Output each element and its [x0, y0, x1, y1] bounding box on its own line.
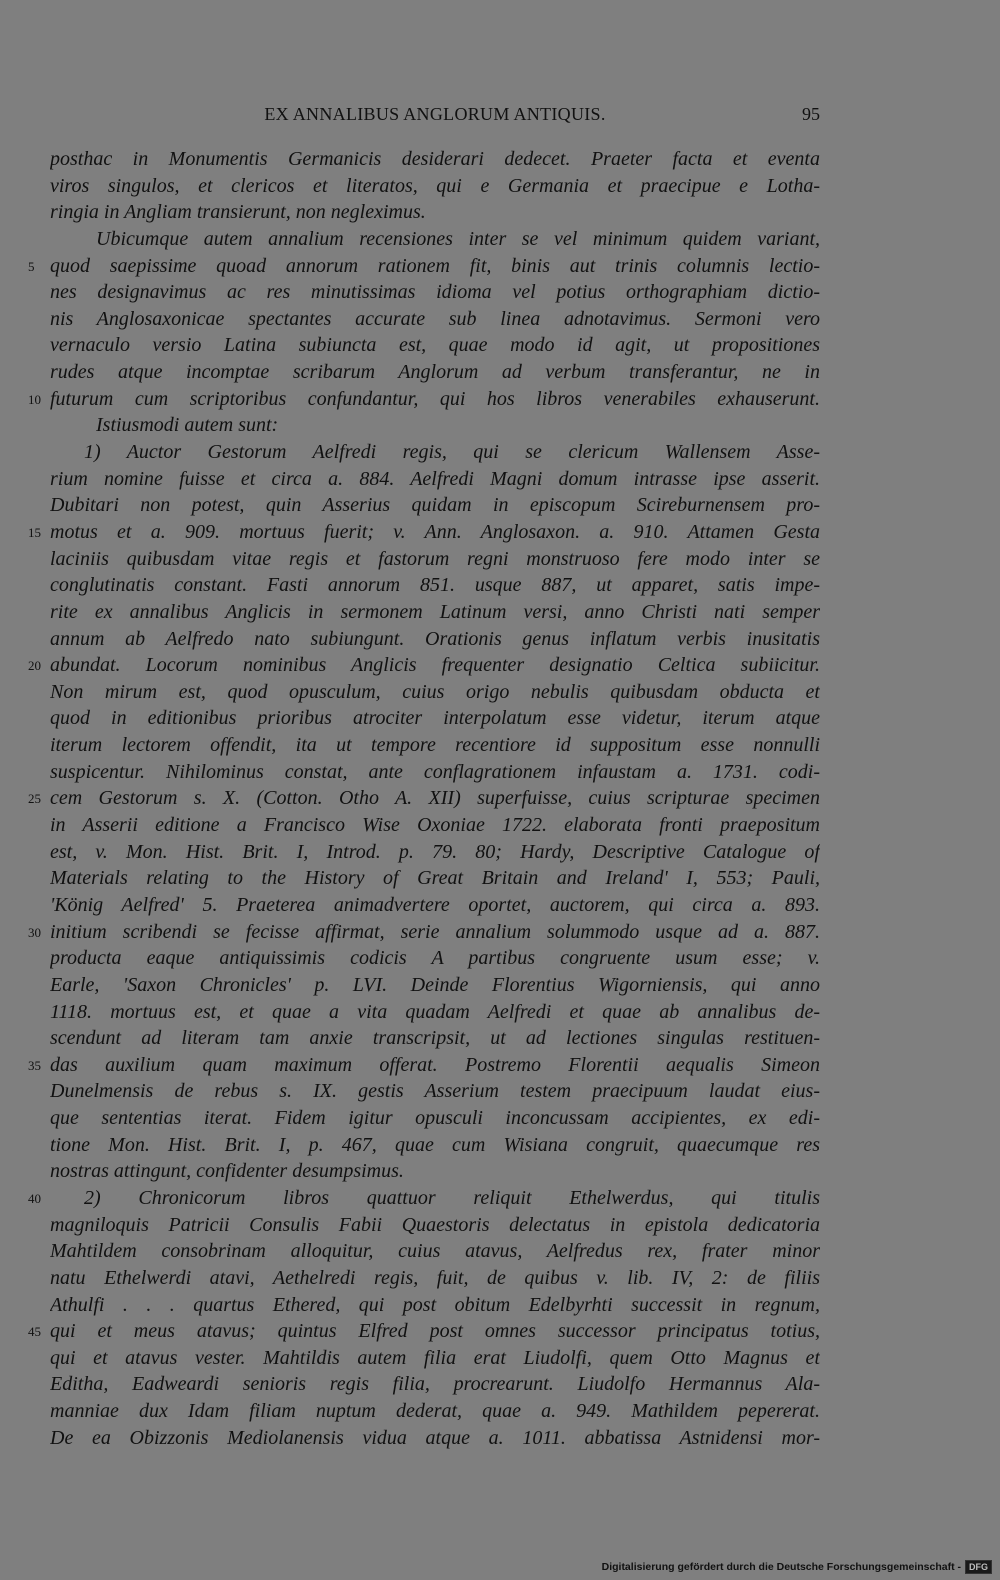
- text-line: [0, 439, 1000, 466]
- line-text: 2) Chronicorum libros quattuor reliquit Ethelwerdus, qui titulis: [84, 1186, 820, 1209]
- text-line: [0, 1371, 1000, 1398]
- text-line: [0, 279, 1000, 306]
- line-text: in Asserii editione a Francisco Wise Oxoniae 1722. elaborata fronti praepositum: [50, 814, 820, 837]
- text-line: [0, 1292, 1000, 1319]
- line-number: 10: [28, 391, 41, 407]
- text-line: [0, 1052, 1000, 1079]
- line-number: 20: [28, 658, 41, 674]
- text-line: [0, 572, 1000, 599]
- text-line: [0, 919, 1000, 946]
- text-line: [0, 785, 1000, 812]
- line-number: 15: [28, 524, 41, 540]
- line-number: 30: [28, 924, 41, 940]
- line-text: quod saepissime quoad annorum rationem fit, binis aut trinis columnis lectio-: [50, 254, 820, 277]
- text-line: [0, 1238, 1000, 1265]
- line-text: laciniis quibusdam vitae regis et fastorum regni monstruoso fere modo inter se: [50, 547, 820, 570]
- line-text: producta eaque antiquissimis codicis A partibus congruente usum esse; v.: [50, 947, 820, 970]
- line-number: 35: [28, 1057, 41, 1073]
- line-text: rudes atque incomptae scribarum Anglorum ad verbum transferantur, ne in: [50, 361, 820, 384]
- text-line: [0, 226, 1000, 253]
- line-text: posthac in Monumentis Germanicis desiderari dedecet. Praeter facta et eventa: [50, 148, 820, 170]
- line-text: Ubicumque autem annalium recensiones inter se vel minimum quidem variant,: [96, 227, 820, 250]
- text-line: [0, 466, 1000, 493]
- line-text: 'König Aelfred' 5. Praeterea animadvertere oportet, auctorem, qui circa a. 893.: [50, 893, 820, 916]
- text-line: [0, 652, 1000, 679]
- text-line: [0, 1158, 1000, 1185]
- text-line: [0, 173, 1000, 200]
- line-text: futurum cum scriptoribus confundantur, qui hos libros venerabiles exhauserunt.: [50, 387, 820, 410]
- line-text: rium nomine fuisse et circa a. 884. Aelfredi Magni domum intrasse ipse asserit.: [50, 467, 820, 490]
- line-text: iterum lectorem offendit, ita ut tempore recentiore id suppositum esse nonnulli: [50, 734, 820, 757]
- text-line: [0, 812, 1000, 839]
- text-line: [0, 599, 1000, 626]
- line-text: qui et meus atavus; quintus Elfred post omnes successor principatus totius,: [50, 1320, 820, 1343]
- text-line: [0, 1185, 1000, 1212]
- text-line: [0, 732, 1000, 759]
- line-text: que sententias iterat. Fidem igitur opusculi inconcussam accipientes, ex edi-: [50, 1107, 820, 1130]
- line-text: Earle, 'Saxon Chronicles' p. LVI. Deinde Florentius Wigorniensis, qui anno: [50, 973, 820, 996]
- credit-text: Digitalisierung gefördert durch die Deutsche Forschungsgemeinschaft -: [601, 1561, 961, 1573]
- line-text: viros singulos, et clericos et literatos, qui e Germania et praecipue e Lotha-: [50, 174, 820, 197]
- line-number: 40: [28, 1190, 41, 1206]
- line-text: nes designavimus ac res minutissimas idioma vel potius orthographiam dictio-: [50, 281, 820, 304]
- text-line: [0, 626, 1000, 653]
- line-text: nostras attingunt, confidenter desumpsimus.: [50, 1160, 404, 1183]
- text-line: [0, 1318, 1000, 1345]
- line-text: ringia in Angliam transierunt, non negleximus.: [50, 201, 426, 224]
- text-line: [0, 199, 1000, 226]
- text-line: [0, 306, 1000, 333]
- line-text: Editha, Eadweardi senioris regis filia, procrearunt. Liudolfo Hermannus Ala-: [50, 1373, 820, 1396]
- text-line: [0, 865, 1000, 892]
- line-text: tione Mon. Hist. Brit. I, p. 467, quae cum Wisiana congruit, quaecumque res: [50, 1133, 820, 1156]
- text-line: [0, 1265, 1000, 1292]
- line-text: Dubitari non potest, quin Asserius quidam in episcopum Scireburnensem pro-: [50, 494, 820, 517]
- text-line: [0, 253, 1000, 280]
- text-line: [0, 759, 1000, 786]
- text-line: [0, 972, 1000, 999]
- text-line: [0, 1345, 1000, 1372]
- text-line: [0, 1212, 1000, 1239]
- text-line: [0, 146, 1000, 173]
- line-text: suspicentur. Nihilominus constat, ante conflagrationem infaustam a. 1731. codi-: [50, 760, 820, 783]
- text-line: [0, 412, 1000, 439]
- line-text: vernaculo versio Latina subiuncta est, quae modo id agit, ut propositiones: [50, 334, 820, 357]
- page-number: 95: [802, 104, 820, 124]
- text-line: [0, 892, 1000, 919]
- line-text: 1) Auctor Gestorum Aelfredi regis, qui se clericum Wallensem Asse-: [84, 441, 820, 464]
- text-line: [0, 546, 1000, 573]
- line-text: Athulfi . . . quartus Ethered, qui post obitum Edelbyrhti successit in regnum,: [50, 1293, 820, 1316]
- text-line: [0, 999, 1000, 1026]
- text-line: [0, 519, 1000, 546]
- dfg-logo: DFG: [965, 1560, 992, 1574]
- line-number: 5: [28, 258, 35, 274]
- line-text: est, v. Mon. Hist. Brit. I, Introd. p. 79. 80; Hardy, Descriptive Catalogue of: [50, 840, 820, 863]
- line-number: 25: [28, 791, 41, 807]
- text-line: [0, 1078, 1000, 1105]
- text-line: [0, 705, 1000, 732]
- line-text: motus et a. 909. mortuus fuerit; v. Ann. Anglosaxon. a. 910. Attamen Gesta: [50, 520, 820, 543]
- line-text: scendunt ad literam tam anxie transcripsit, ut ad lectiones singulas restituen-: [50, 1027, 820, 1050]
- line-text: Dunelmensis de rebus s. IX. gestis Asserium testem praecipuum laudat eius-: [50, 1080, 820, 1103]
- line-text: Istiusmodi autem sunt:: [96, 414, 279, 437]
- line-text: rite ex annalibus Anglicis in sermonem Latinum versi, anno Christi nati semper: [50, 600, 820, 623]
- line-text: Mahtildem consobrinam alloquitur, cuius atavus, Aelfredus rex, frater minor: [50, 1240, 820, 1263]
- text-line: [0, 679, 1000, 706]
- text-line: [0, 1025, 1000, 1052]
- line-text: qui et atavus vester. Mahtildis autem filia erat Liudolfi, quem Otto Magnus et: [50, 1346, 820, 1369]
- line-text: conglutinatis constant. Fasti annorum 851. usque 887, ut apparet, satis impe-: [50, 574, 820, 597]
- digitization-credit: [602, 1560, 992, 1574]
- text-line: [0, 1425, 1000, 1452]
- line-text: magniloquis Patricii Consulis Fabii Quaestoris delectatus in epistola dedicatoria: [50, 1213, 820, 1236]
- text-line: [0, 386, 1000, 413]
- line-text: manniae dux Idam filiam nuptum dederat, quae a. 949. Mathildem pepererat.: [50, 1400, 820, 1423]
- line-text: cem Gestorum s. X. (Cotton. Otho A. XII) superfuisse, cuius scripturae specimen: [50, 787, 820, 810]
- line-text: De ea Obizzonis Mediolanensis vidua atque a. 1011. abbatissa Astnidensi mor-: [50, 1426, 820, 1449]
- line-text: abundat. Locorum nominibus Anglicis frequenter designatio Celtica subiicitur.: [50, 654, 820, 677]
- line-text: das auxilium quam maximum offerat. Postremo Florentii aequalis Simeon: [50, 1053, 820, 1076]
- line-text: quod in editionibus prioribus atrociter interpolatum esse videtur, iterum atque: [50, 707, 820, 730]
- page-header: [50, 104, 820, 130]
- line-number: 45: [28, 1324, 41, 1340]
- text-line: [0, 1105, 1000, 1132]
- line-text: nis Anglosaxonicae spectantes accurate sub linea adnotavimus. Sermoni vero: [50, 307, 820, 330]
- line-text: initium scribendi se fecisse affirmat, serie annalium solummodo usque ad a. 887.: [50, 920, 820, 943]
- line-text: 1118. mortuus est, et quae a vita quadam Aelfredi et quae ab annalibus de-: [50, 1000, 820, 1023]
- text-line: [0, 332, 1000, 359]
- text-line: [0, 839, 1000, 866]
- text-line: [0, 492, 1000, 519]
- body-text: [0, 146, 1000, 1451]
- text-line: [0, 1132, 1000, 1159]
- text-line: [0, 359, 1000, 386]
- line-text: Materials relating to the History of Great Britain and Ireland' I, 553; Pauli,: [50, 867, 820, 890]
- text-line: [0, 945, 1000, 972]
- running-title: EX ANNALIBUS ANGLORUM ANTIQUIS.: [264, 104, 606, 124]
- line-text: Non mirum est, quod opusculum, cuius origo nebulis quibusdam obducta et: [50, 680, 820, 703]
- text-line: [0, 1398, 1000, 1425]
- line-text: natu Ethelwerdi atavi, Aethelredi regis, fuit, de quibus v. lib. IV, 2: de filiis: [50, 1266, 820, 1289]
- line-text: annum ab Aelfredo nato subiungunt. Orationis genus inflatum verbis inusitatis: [50, 627, 820, 650]
